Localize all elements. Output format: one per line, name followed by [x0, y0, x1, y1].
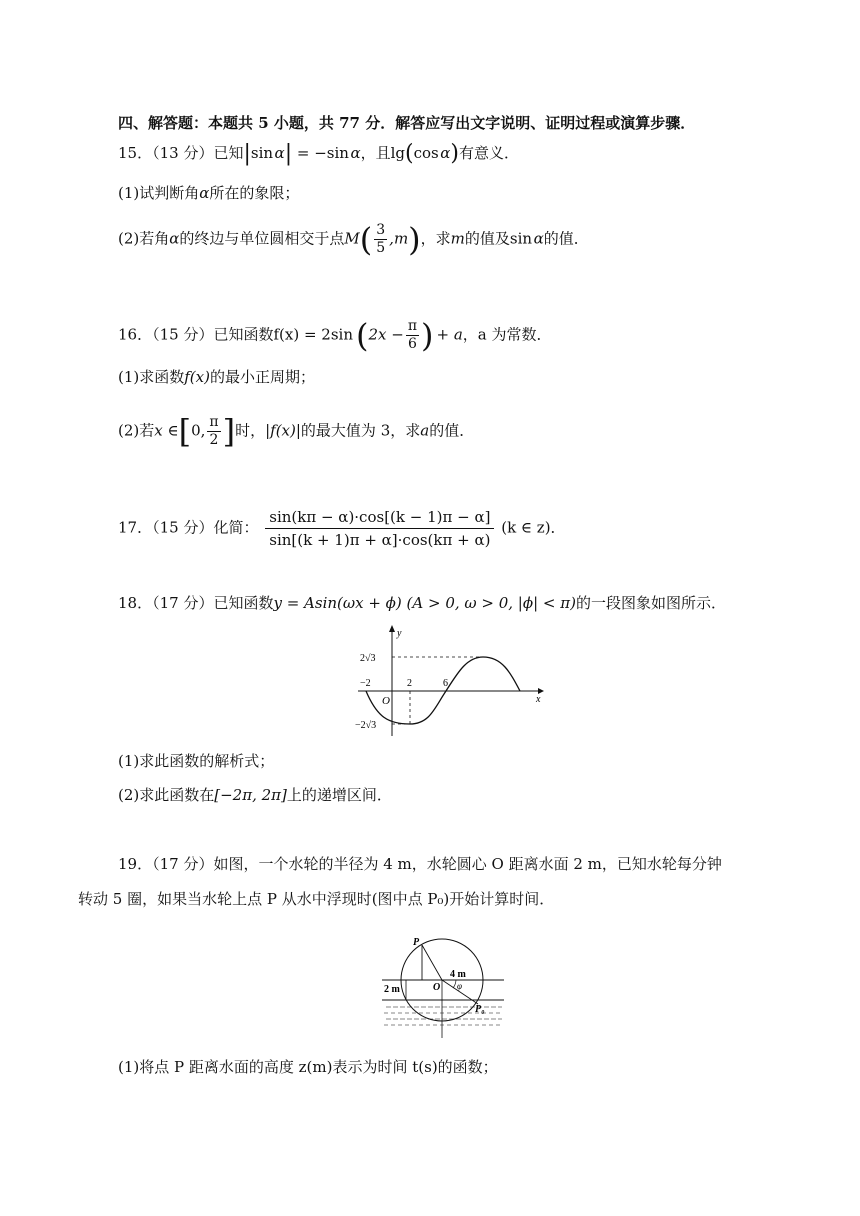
q18-interval: [−2π, 2π]	[214, 786, 287, 804]
q18-suffix: 的一段图象如图所示．	[575, 594, 726, 612]
section-heading: 四、解答题：本题共 5 小题，共 77 分．解答应写出文字说明、证明过程或演算步骤．	[118, 114, 696, 132]
radius-to-P	[422, 945, 442, 980]
tick-neg2: −2	[360, 678, 371, 689]
q16-lead: 已知函数	[213, 325, 274, 344]
q17-score: （15 分）	[152, 518, 214, 537]
q15-p2-prefix: (2)若角	[118, 229, 170, 248]
phi-label: φ	[457, 981, 462, 991]
q16-stem: 16．（15 分）已知函数f(x) = 2sin (2x − $\frac{\pi}{6}$ ) + a，a 为常数．	[118, 316, 552, 355]
q15-sin: sin	[250, 144, 274, 162]
q17-denominator: sin[(k + 1)π + α]·cos(kπ + α)	[269, 531, 491, 549]
q16-p1-prefix: (1)求函数	[118, 368, 185, 386]
q17-number: 17．	[118, 518, 153, 537]
q15-meaningful: 有意义．	[458, 144, 519, 162]
q16-abs-f: |f(x)|	[265, 421, 301, 440]
q17-stem	[118, 506, 566, 551]
q17-numerator: sin(kπ − α)·cos[(k − 1)π − α]	[265, 506, 494, 529]
tick-2sqrt3: 2√3	[360, 653, 376, 664]
q15-frac-den: 5	[376, 240, 386, 256]
q16-a-const: ，a 为常数．	[462, 325, 552, 344]
q15-and: ，且	[360, 144, 391, 162]
q15-p2-mid2: ，求	[420, 229, 451, 248]
q15-p1-prefix: (1)试判断角	[118, 184, 200, 202]
q19-part1: (1)将点 P 距离水面的高度 z(m)表示为时间 t(s)的函数；	[118, 1058, 498, 1076]
q15-p2-end: 的值．	[543, 229, 589, 248]
q15-p1-suffix: 所在的象限；	[209, 184, 300, 202]
q15-p2-sin: sin	[509, 229, 533, 248]
q16-two: 2	[209, 432, 219, 448]
q15-p1-alpha: α	[199, 184, 210, 202]
q17-condition: (k ∈ z)．	[501, 518, 566, 537]
y-label: y	[397, 628, 402, 639]
y-axis-arrow	[389, 625, 395, 632]
q15-alpha-2: α	[350, 144, 361, 162]
q15-part2: (2)若角α的终边与单位圆相交于点M( $\frac{3}{5}$ ,m)，求m的值及sin α的值．	[118, 220, 589, 259]
O-label: O	[433, 982, 441, 993]
q18-sine-graph	[350, 622, 550, 740]
q15-part1	[118, 182, 299, 204]
q18-stem	[118, 592, 726, 614]
q16-score: （15 分）	[152, 325, 214, 344]
q19-line2: 转动 5 圈，如果当水轮上点 P 从水中浮现时(图中点 P₀)开始计算时间．	[78, 890, 555, 908]
q16-fx: f(x) = 2sin	[273, 325, 353, 344]
q16-pi-half	[207, 414, 220, 449]
q16-six: 6	[407, 336, 417, 352]
q18-lead: 已知函数	[213, 594, 274, 612]
origin-label: O	[382, 695, 390, 707]
q15-comma-m: ,m	[389, 229, 409, 248]
q15-lead: 已知	[213, 144, 244, 162]
P0-label: P₀	[475, 1004, 485, 1015]
tick-neg2sqrt3: −2√3	[355, 720, 377, 731]
radius-label: 4 m	[450, 969, 466, 980]
q16-p2-end: 的值．	[429, 421, 475, 440]
q16-p1-f: f(x)	[184, 368, 210, 386]
q16-a: a	[420, 421, 430, 440]
phi-arc	[453, 980, 456, 988]
q15-p2-mid3: 的值及	[464, 229, 510, 248]
q15-p2-alpha: α	[169, 229, 180, 248]
q19-line1: 19．（17 分）如图，一个水轮的半径为 4 m，水轮圆心 O 距离水面 2 m，已知水轮每分钟	[118, 855, 722, 873]
q18-number: 18．	[118, 594, 153, 612]
q18-p2-prefix: (2)求此函数在	[118, 786, 215, 804]
q15-score: （13 分）	[152, 144, 214, 162]
q16-p2-mid2: 的最大值为 3，求	[300, 421, 421, 440]
q16-number: 16．	[118, 325, 153, 344]
x-label: x	[536, 694, 541, 705]
q18-score: （17 分）	[152, 594, 214, 612]
q16-part1	[118, 366, 315, 388]
q18-formula: y = Asin(ωx + ϕ) (A > 0, ω > 0, |ϕ| < π)	[273, 594, 576, 612]
q15-alpha: α	[274, 144, 285, 162]
q16-zero: 0,	[191, 421, 206, 440]
q16-p2-mid: 时，	[235, 421, 266, 440]
q15-point-M: M	[344, 229, 360, 248]
q18-part1: (1)求此函数的解析式；	[118, 752, 275, 770]
q15-alpha-3: α	[440, 144, 451, 162]
tick-6: 6	[443, 678, 448, 689]
q19-waterwheel-figure	[380, 928, 510, 1040]
q15-p2-alpha2: α	[533, 229, 544, 248]
q16-pi2: π	[209, 414, 219, 430]
q16-plus-a: + a	[436, 325, 463, 344]
q17-lead: 化简：	[213, 518, 259, 537]
q15-p2-mid: 的终边与单位圆相交于点	[179, 229, 345, 248]
tick-2: 2	[407, 678, 412, 689]
q18-part2	[118, 784, 392, 806]
q15-stem: 15．（13 分）已知|sin α| = −sin α，且lg(cos α)有意义．	[118, 141, 519, 166]
q16-p1-suffix: 的最小正周期；	[209, 368, 315, 386]
q16-x-in: x ∈	[154, 421, 179, 440]
height-label: 2 m	[384, 984, 400, 995]
q18-p2-suffix: 上的递增区间．	[286, 786, 392, 804]
q16-p2-prefix: (2)若	[118, 421, 155, 440]
q15-lg: lg	[390, 144, 406, 162]
P-label: P	[413, 937, 420, 948]
q16-part2: (2)若x ∈[0, $\frac{\pi}{2}$ ]时，|f(x)|的最大值为 3，求a的值．	[118, 412, 475, 451]
q15-cos: cos	[413, 144, 439, 162]
q15-eq: = −sin	[292, 144, 349, 162]
q15-m: m	[450, 229, 465, 248]
q15-number: 15．	[118, 144, 153, 162]
q16-fraction	[406, 318, 419, 353]
q17-fraction	[265, 506, 494, 551]
q15-fraction	[374, 222, 387, 257]
q16-inner: 2x −	[368, 325, 404, 344]
q16-pi: π	[407, 318, 418, 334]
q15-frac-num: 3	[376, 222, 386, 238]
